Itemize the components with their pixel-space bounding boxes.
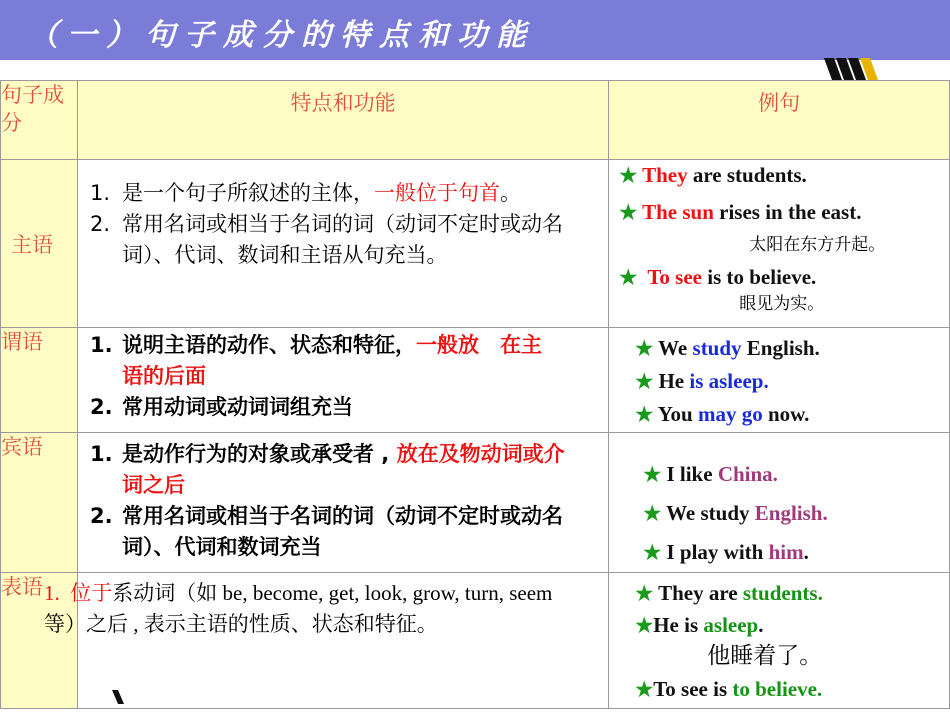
- example-sentence: [619, 160, 949, 191]
- example-pre: I play with: [666, 540, 769, 564]
- examples-cell: [609, 328, 950, 433]
- predicative-description: [44, 578, 584, 640]
- list-item: [90, 178, 608, 209]
- item-number: 2.: [89, 504, 113, 528]
- example-sentence: [635, 365, 949, 398]
- star-icon: ★: [635, 338, 654, 360]
- example-sentence: [619, 260, 949, 295]
- star-icon: ★: [643, 503, 662, 525]
- item-text: 常用动词或动词词组充当: [121, 395, 353, 419]
- example-sentence: [643, 533, 949, 572]
- example-highlight: is asleep.: [689, 369, 769, 393]
- table-row-object: [1, 433, 950, 573]
- item-number: 1.: [44, 581, 60, 605]
- example-pre: They are: [658, 581, 743, 605]
- example-highlight: To see: [647, 265, 702, 289]
- component-label: 宾语: [1, 435, 43, 459]
- example-highlight: to believe.: [732, 677, 823, 701]
- header-features: 特点和功能: [77, 81, 608, 160]
- item-tail: 。: [499, 181, 521, 205]
- item-text: 说明主语的动作、状态和特征，: [121, 333, 416, 357]
- features-cell: [77, 160, 608, 328]
- features-cell: [77, 328, 608, 433]
- example-pre: We: [658, 336, 693, 360]
- page-title: （一）句子成分的特点和功能: [28, 18, 535, 53]
- header-component: 句子成分: [1, 81, 78, 160]
- example-pre: He is: [653, 613, 704, 637]
- example-rest: are students.: [687, 163, 807, 187]
- example-translation: 他睡着了。: [707, 643, 823, 669]
- example-sentence: [643, 455, 949, 494]
- example-pre: He: [658, 369, 690, 393]
- star-icon: ★: [643, 542, 662, 564]
- item-number: 1.: [89, 442, 113, 466]
- example-sentence: [619, 191, 949, 234]
- list-item: [90, 330, 608, 392]
- example-sentence: [635, 577, 949, 610]
- example-highlight: students.: [742, 581, 823, 605]
- example-highlight: The sun: [642, 200, 714, 224]
- item-highlight: 位于: [70, 581, 113, 605]
- list-item: [90, 392, 608, 423]
- header-examples: 例句: [609, 81, 950, 160]
- item-text: 系动词（如 be, become, get, look, grow, turn, seem 等）之后 , 表示主语的性质、状态和特征。: [44, 581, 553, 636]
- example-sentence: [635, 398, 949, 431]
- list-item: [90, 209, 608, 271]
- example-highlight: asleep: [703, 613, 759, 637]
- examples-cell: [609, 433, 950, 573]
- table-row-predicate: [1, 328, 950, 433]
- example-highlight: English.: [754, 501, 828, 525]
- examples-cell: [609, 573, 950, 709]
- item-number: 2.: [89, 395, 113, 419]
- item-text: 常用名词或相当于名词的词（动词不定时或动名词）、代词和数词充当: [121, 504, 563, 559]
- star-icon: ★: [635, 615, 654, 637]
- example-rest: .: [803, 540, 809, 564]
- component-label: 谓语: [1, 330, 43, 354]
- item-number: 1.: [89, 181, 111, 205]
- example-pre: We study: [666, 501, 755, 525]
- example-highlight: They: [642, 163, 688, 187]
- example-sentence: [643, 494, 949, 533]
- example-highlight: may go: [697, 402, 763, 426]
- star-icon: ★: [635, 404, 654, 426]
- item-text: 是动作行为的对象或承受者 ,: [121, 442, 397, 466]
- component-label: 主语: [11, 232, 53, 257]
- component-cell: [1, 433, 78, 573]
- example-pre: You: [657, 402, 698, 426]
- star-icon: ★: [643, 464, 662, 486]
- list-item: [90, 501, 608, 563]
- title-banner: [0, 0, 950, 60]
- component-cell: [1, 160, 78, 328]
- example-rest: English.: [741, 336, 820, 360]
- star-icon: ★: [635, 583, 654, 605]
- example-rest: now.: [762, 402, 810, 426]
- item-number: 1.: [89, 333, 113, 357]
- star-icon: ★: [619, 202, 638, 224]
- star-icon: ★: [619, 165, 638, 187]
- star-icon: ★: [635, 679, 654, 701]
- example-translation: 眼见为实。: [739, 294, 825, 314]
- star-icon: ★: [619, 267, 638, 289]
- examples-cell: [609, 160, 950, 328]
- list-item: [90, 439, 608, 501]
- item-number: 2.: [89, 212, 111, 236]
- table-row-subject: [1, 160, 950, 328]
- example-rest: is to believe.: [702, 265, 817, 289]
- example-sentence: [635, 610, 949, 641]
- example-translation: 太阳在东方升起。: [749, 235, 886, 255]
- example-rest: rises in the east.: [713, 200, 862, 224]
- item-highlight: 放在及物动词或介词之后: [121, 442, 565, 497]
- component-cell: [1, 328, 78, 433]
- item-highlight: 一般位于句首: [373, 181, 500, 205]
- item-highlight: 一般放 在主语的后面: [121, 333, 542, 388]
- example-pre: I like: [666, 462, 718, 486]
- example-highlight: him: [768, 540, 804, 564]
- star-icon: ★: [635, 371, 654, 393]
- component-label: 表语: [1, 575, 43, 599]
- example-highlight: study: [692, 336, 742, 360]
- example-sentence: [635, 332, 949, 365]
- stripes-decoration-icon: [822, 58, 882, 80]
- example-rest: .: [758, 613, 764, 637]
- example-sentence: [635, 671, 949, 708]
- features-cell: [77, 433, 608, 573]
- example-pre: To see is: [653, 677, 733, 701]
- item-text: 常用名词或相当于名词的词（动词不定时或动名词）、代词、数词和主语从句充当。: [121, 212, 563, 267]
- item-text: 是一个句子所叙述的主体，: [121, 181, 374, 205]
- header-row: [1, 81, 950, 160]
- example-highlight: China.: [717, 462, 778, 486]
